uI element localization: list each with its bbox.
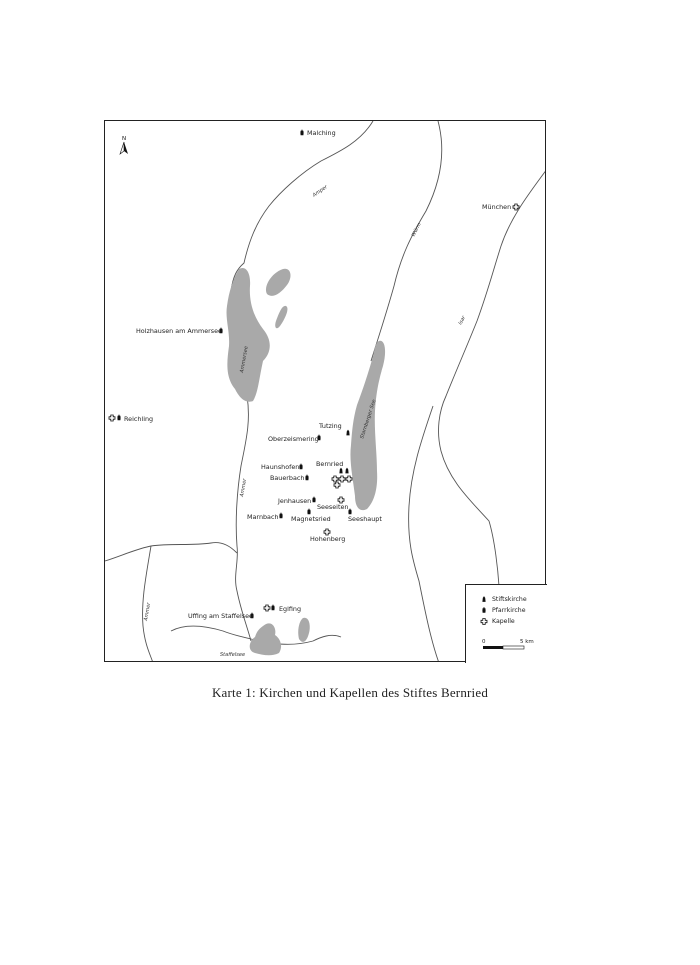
pfarrkirche-icon [299,464,302,470]
kapelle-icon [334,482,340,488]
north-arrow-icon [118,134,130,158]
rivers [105,121,546,662]
lake-riegsee [298,618,310,642]
pfarrkirche-icon [307,509,310,515]
map-legend [465,584,547,663]
river-ammer-west [105,543,237,561]
map-caption: Karte 1: Kirchen und Kapellen des Stiftes Bernried [211,685,489,700]
legend-label-kapelle: Kapelle [492,618,515,625]
label-staffelsee: Staffelsee [220,652,246,658]
legend-row-pfarrkirche [480,606,526,615]
label-wuerm: Würm [410,221,423,238]
pfarrkirche-icon [300,130,303,136]
label-bernried: Bernried [316,460,344,468]
label-seeseiten: Seeseiten [317,503,349,511]
river-loisach [409,406,439,662]
legend-row-stiftskirche [480,595,527,604]
label-muenchen: München [482,203,512,211]
label-uffing: Uffing am Staffelsee [188,612,253,620]
label-hohenberg: Hohenberg [310,535,346,543]
label-tutzing: Tutzing [319,422,342,430]
river-stream-b [171,626,251,639]
pfarrkirche-icon [480,606,488,615]
kapelle-icon [264,605,270,611]
legend-row-kapelle [480,617,515,626]
lake-pilsensee [275,306,287,328]
stiftskirche-icon [345,468,348,474]
stiftskirche-icon [480,595,488,604]
scale-bar [482,637,534,655]
north-label: N [121,136,127,142]
pfarrkirche-icon [117,415,120,421]
river-isar [439,169,546,586]
label-bauerbach: Bauerbach [270,474,305,482]
label-malching: Malching [307,129,336,137]
kapelle-icon [332,476,338,482]
label-ammersee: Ammersee [239,345,250,374]
label-amper: Amper [311,184,329,199]
kapelle-icon [513,204,519,210]
label-ammer-upper: Ammer [239,478,249,498]
label-reichling: Reichling [124,415,154,423]
place-labels [121,129,512,620]
river-amper [231,121,373,291]
legend-label-stiftskirche: Stiftskirche [492,596,527,603]
label-isar: Isar [457,314,468,326]
legend-label-pfarrkirche: Pfarrkirche [492,607,526,614]
lake-staffelsee [250,623,281,655]
map-canvas [105,121,546,662]
river-wuerm [371,121,442,361]
pfarrkirche-icon [271,605,274,611]
stiftskirche-icon [346,430,349,436]
label-jenhausen: Jenhausen [278,497,312,505]
label-oberzeismering: Oberzeismering [268,435,319,443]
label-starnberger-see: Starnberger See [359,398,378,440]
label-marnbach: Marnbach [247,513,279,521]
label-seeshaupt: Seeshaupt [348,515,382,523]
kapelle-icon [346,476,352,482]
stiftskirche-icon [339,468,342,474]
map-frame [104,120,546,662]
pfarrkirche-icon [279,513,282,519]
scale-start-label: 0 [482,639,486,645]
scale-end-label: 5 km [520,639,534,645]
label-ammer-lower: Ammer [143,602,153,622]
label-magnetsried: Magnetsried [291,515,331,523]
kapelle-icon [480,617,488,626]
lake-woerthsee [266,269,291,296]
pfarrkirche-icon [348,509,351,515]
lake-ammersee [227,268,270,402]
kapelle-icon [339,476,345,482]
kapelle-icon [109,415,115,421]
label-holzhausen: Holzhausen am Ammersee [136,327,222,335]
label-eglfing: Eglfing [279,605,302,613]
label-haunshofen: Haunshofen [261,463,300,471]
pfarrkirche-icon [305,475,308,481]
lakes [227,268,386,655]
pfarrkirche-icon [312,497,315,503]
